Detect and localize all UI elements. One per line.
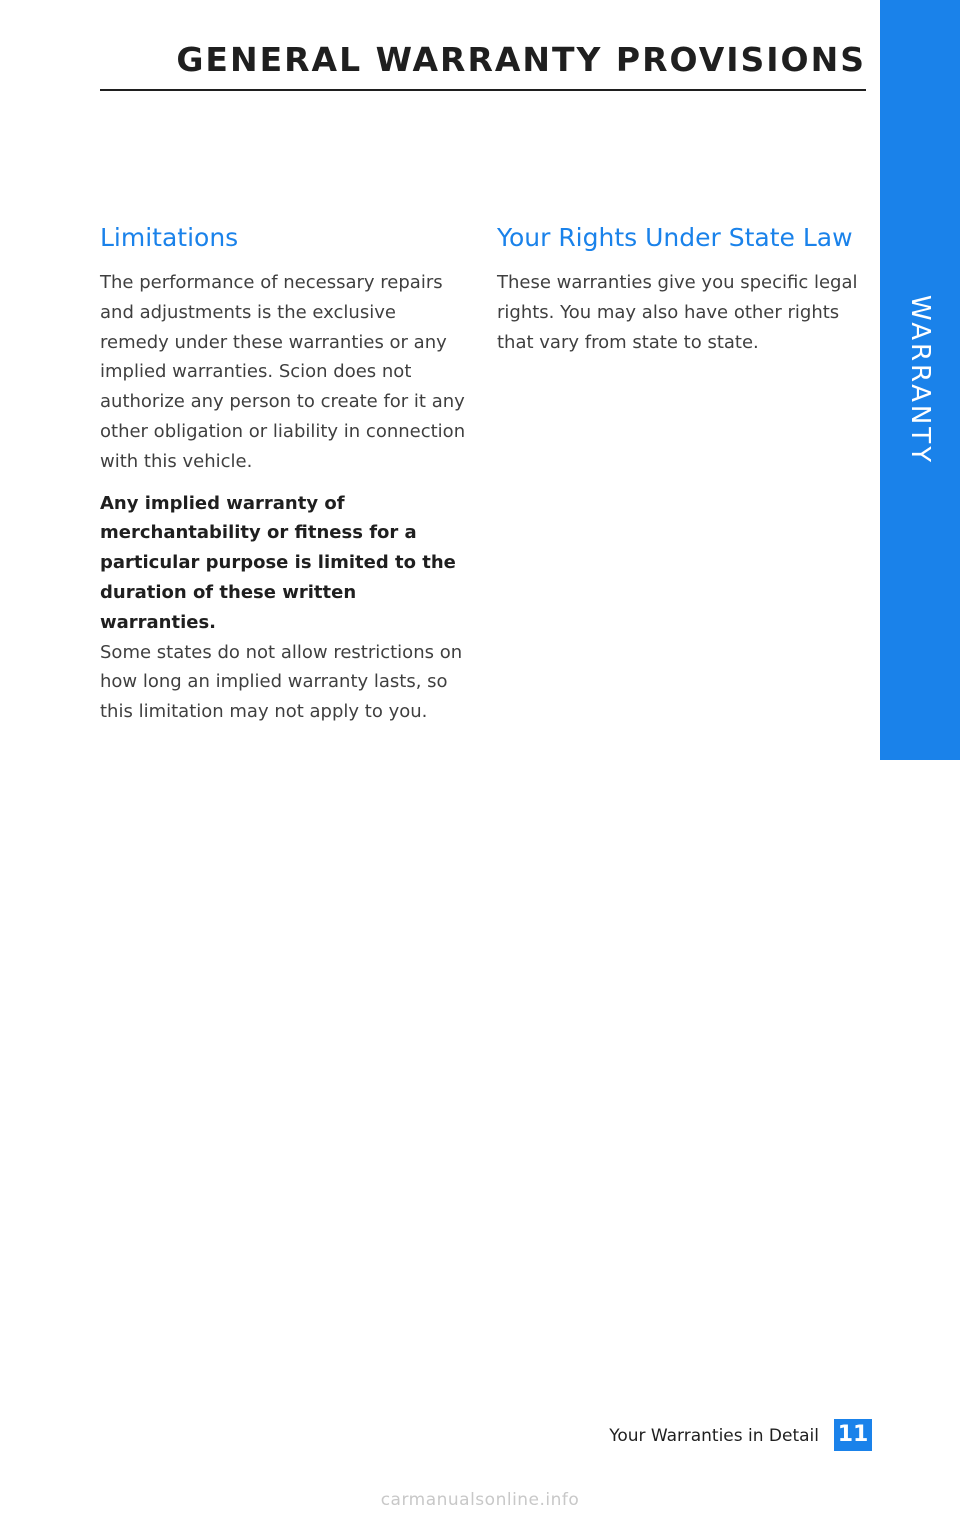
limitations-paragraph: The performance of necessary repairs and adjustments is the exclusive remedy under these warranties or any implied warranties. Scion does not authorize any person to create for it any other obligation or liability in connection with this vehicle. <box>100 272 466 472</box>
page-title: GENERAL WARRANTY PROVISIONS <box>176 40 866 79</box>
page-number: 11 <box>834 1419 872 1451</box>
implied-warranty-statement: Any implied warranty of merchantability or fitness for a particular purpose is limited to the duration of these written warranties. <box>100 492 456 633</box>
watermark: carmanualsonline.info <box>380 1490 580 1510</box>
limitations-section <box>100 220 470 727</box>
state-law-paragraph: These warranties give you specific legal rights. You may also have other rights that vary from state to state. <box>497 272 858 353</box>
state-law-section <box>497 220 869 357</box>
state-law-heading: Your Rights Under State Law <box>497 223 853 252</box>
limitations-heading: Limitations <box>100 223 239 252</box>
side-tab <box>880 0 960 760</box>
side-tab-label: WARRANTY <box>905 294 935 466</box>
title-divider <box>100 89 866 91</box>
footer-section-label: Your Warranties in Detail <box>609 1426 819 1446</box>
state-restrictions-paragraph: Some states do not allow restrictions on how long an implied warranty lasts, so this limitation may not apply to you. <box>100 641 463 723</box>
